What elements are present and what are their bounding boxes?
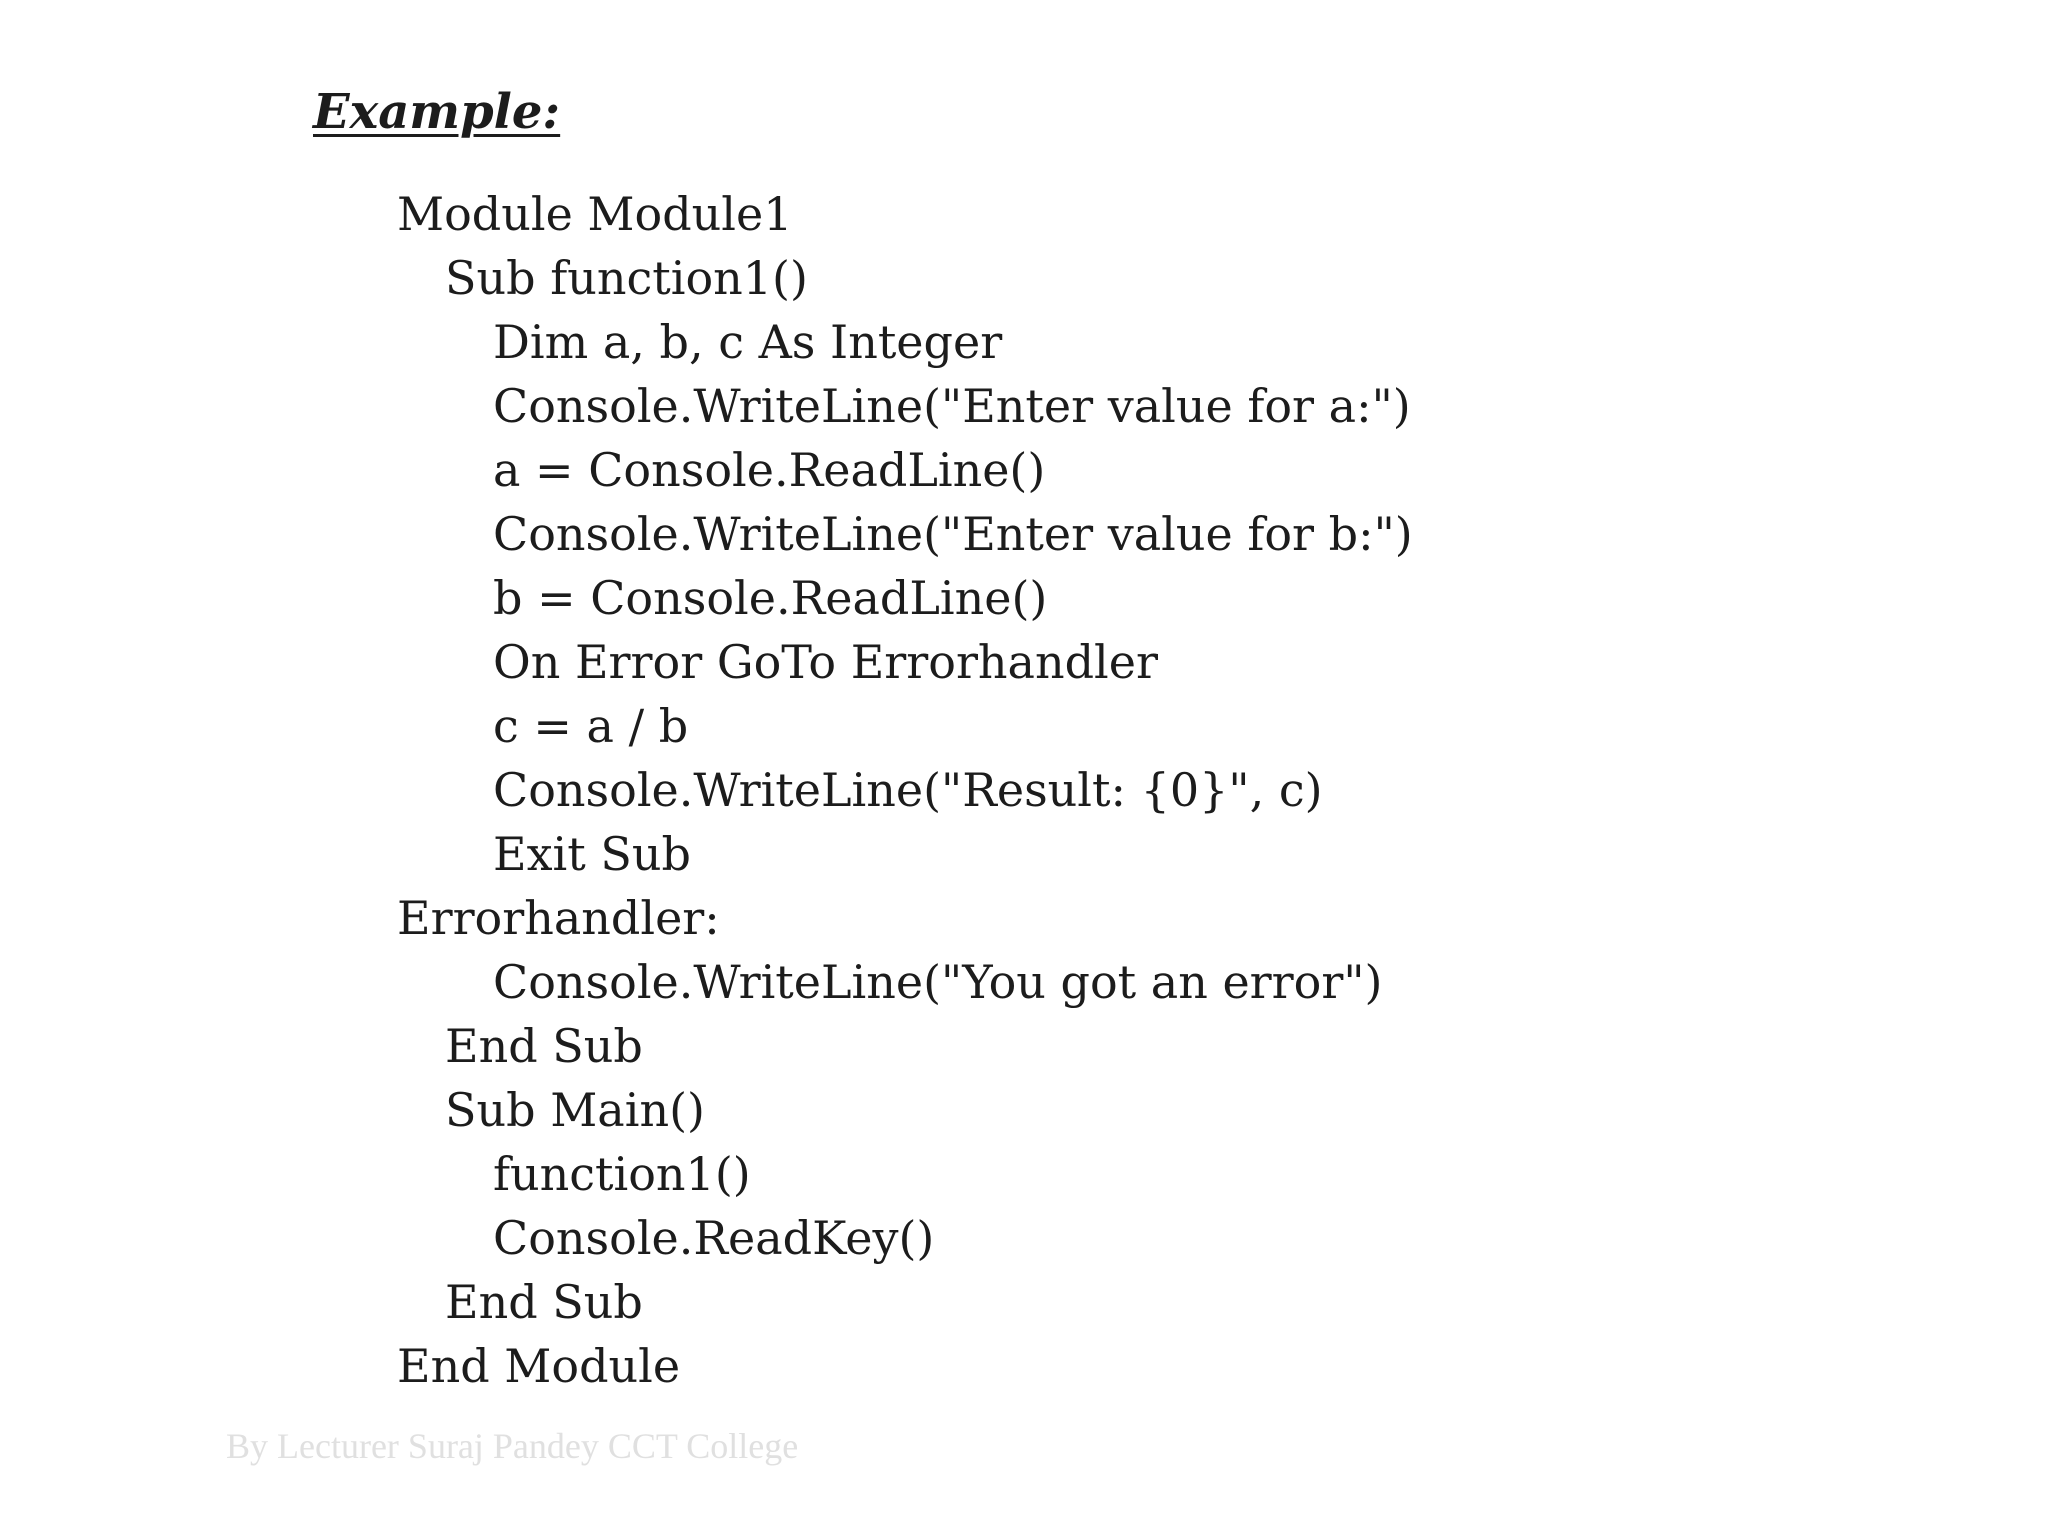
code-block [397,182,1847,1398]
code-line: Console.WriteLine("Enter value for b:") [493,507,1413,561]
code-line: Console.ReadKey() [493,1211,935,1265]
code-line: Console.WriteLine("Result: {0}", c) [493,763,1323,817]
code-line: Module Module1 [397,187,793,241]
code-line: function1() [493,1147,751,1201]
code-line: Sub Main() [445,1083,705,1137]
code-line: End Sub [445,1275,643,1329]
code-line: End Sub [445,1019,643,1073]
code-line: Sub function1() [445,251,808,305]
watermark: By Lecturer Suraj Pandey CCT College [226,1426,799,1466]
code-line: b = Console.ReadLine() [493,571,1048,625]
code-line: c = a / b [493,699,689,753]
example-heading: Example: [313,84,561,140]
code-line: Console.WriteLine("Enter value for a:") [493,379,1411,433]
code-line: Exit Sub [493,827,691,881]
code-line: On Error GoTo Errorhandler [493,635,1158,689]
code-line: Errorhandler: [397,891,720,945]
code-line: Dim a, b, c As Integer [493,315,1003,369]
code-line: a = Console.ReadLine() [493,443,1046,497]
code-line: End Module [397,1339,681,1393]
code-line: Console.WriteLine("You got an error") [493,955,1383,1009]
